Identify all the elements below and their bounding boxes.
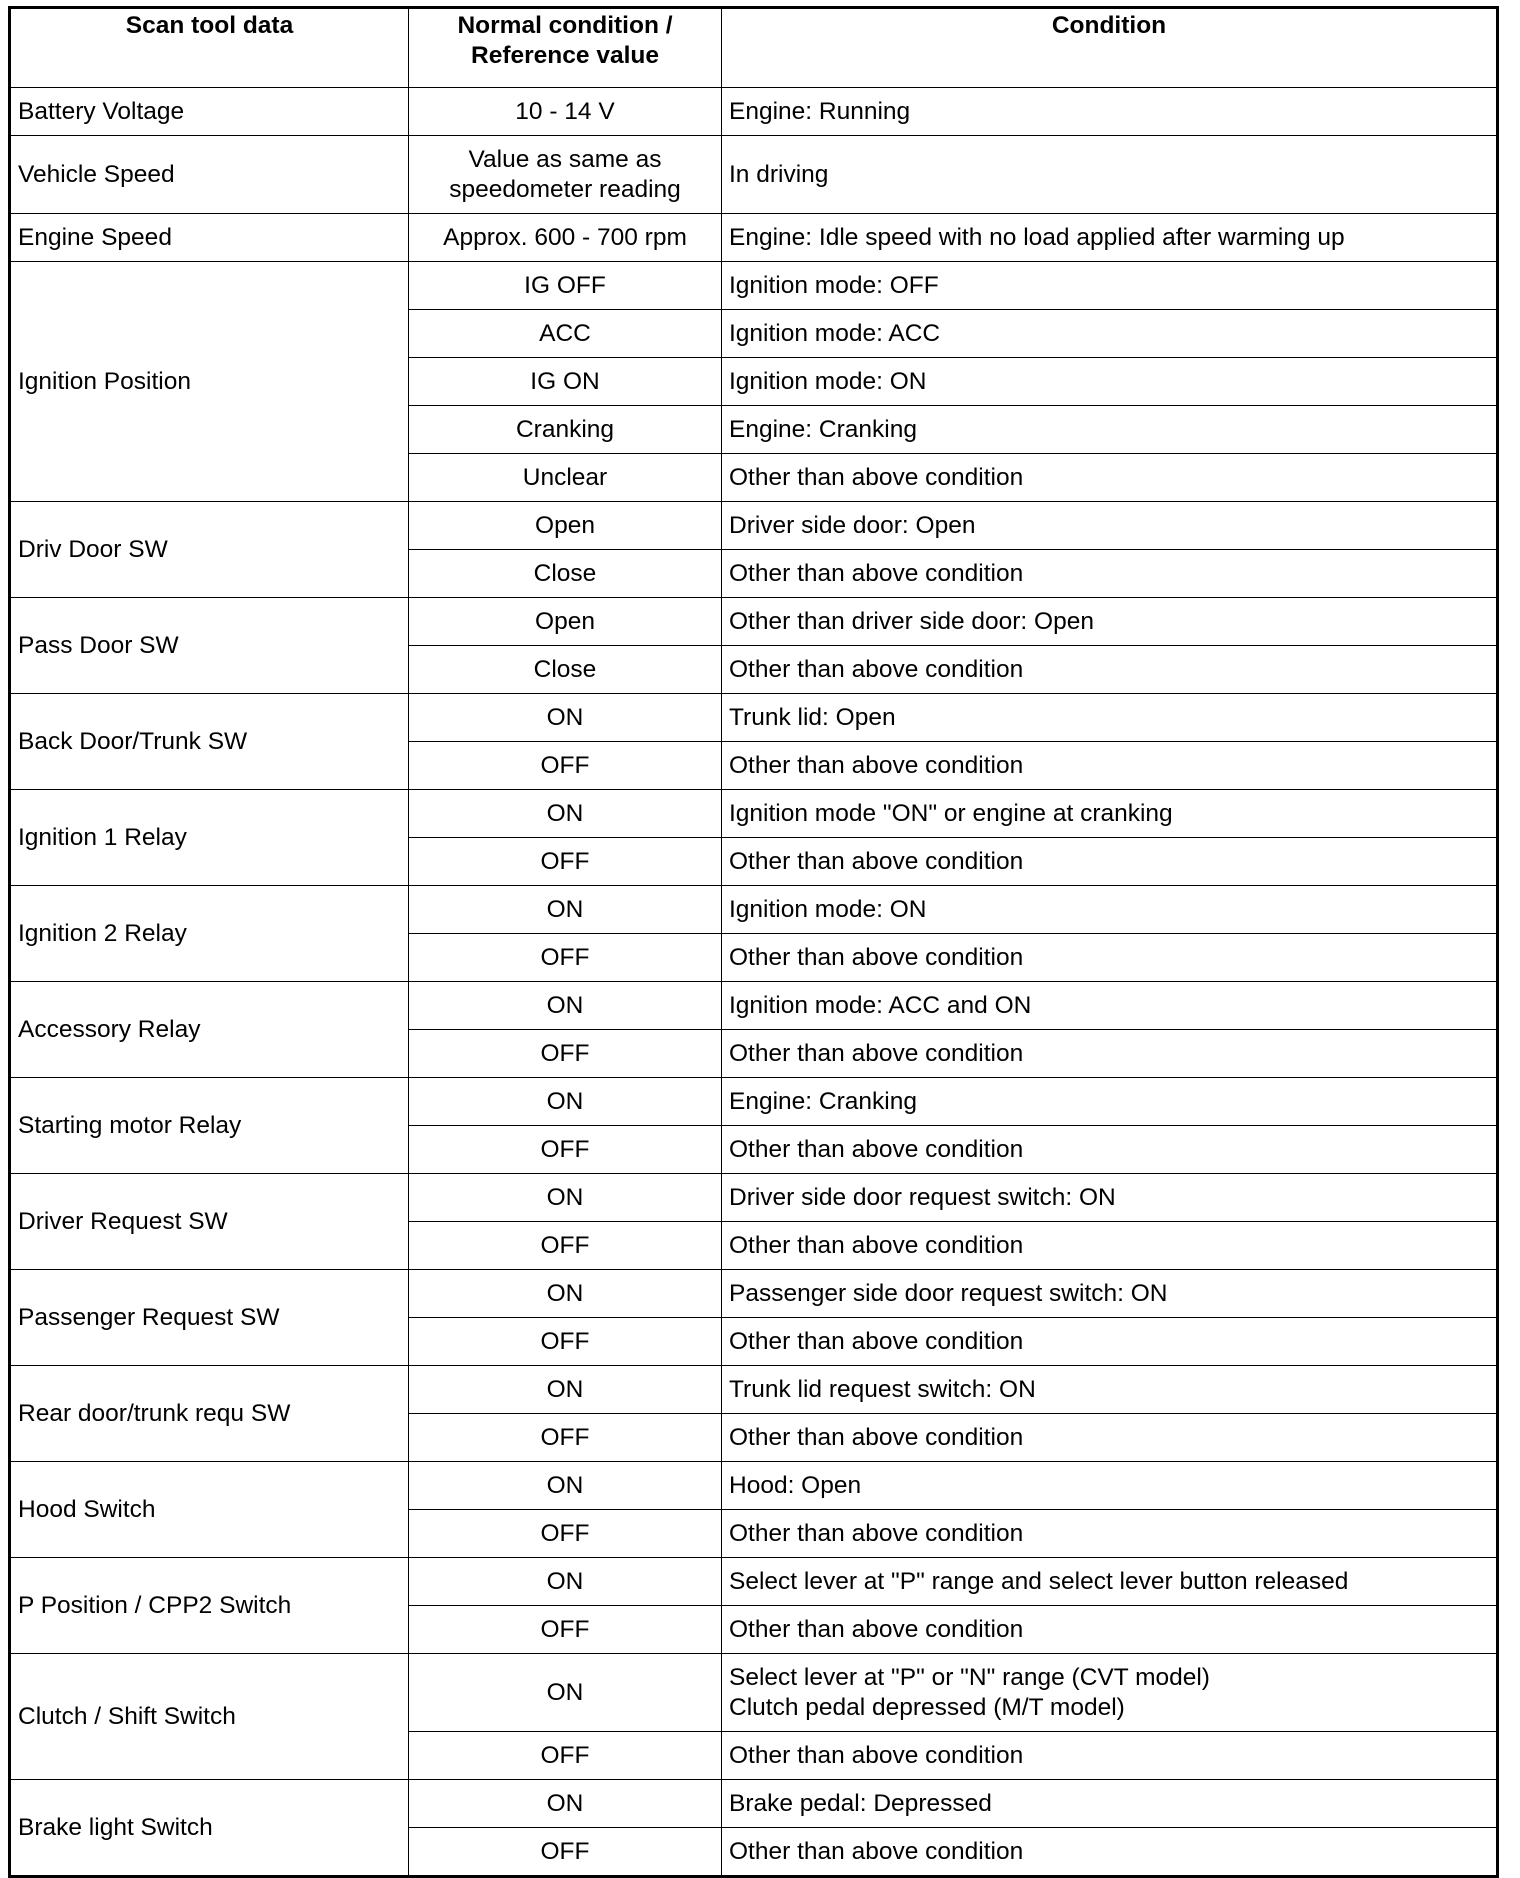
reference-value: ON <box>409 1270 722 1318</box>
header-scan-tool-data: Scan tool data <box>10 8 409 88</box>
header-row <box>10 8 1498 88</box>
condition-text: Select lever at "P" range and select lever button released <box>722 1558 1498 1606</box>
scan-item-name: Ignition 1 Relay <box>10 790 409 886</box>
reference-value: Approx. 600 - 700 rpm <box>409 214 722 262</box>
condition-text: Other than above condition <box>722 646 1498 694</box>
reference-value: ON <box>409 1558 722 1606</box>
condition-text: Other than above condition <box>722 1606 1498 1654</box>
scan-item-name: Ignition 2 Relay <box>10 886 409 982</box>
condition-text: Trunk lid request switch: ON <box>722 1366 1498 1414</box>
reference-value: ON <box>409 1366 722 1414</box>
reference-value: OFF <box>409 1510 722 1558</box>
header-condition: Condition <box>722 8 1498 88</box>
reference-value: OFF <box>409 1030 722 1078</box>
scan-item-name: Engine Speed <box>10 214 409 262</box>
scan-item-name: Driver Request SW <box>10 1174 409 1270</box>
table-row <box>10 262 1498 310</box>
reference-value: OFF <box>409 1414 722 1462</box>
condition-text: In driving <box>722 136 1498 214</box>
reference-value: ON <box>409 1078 722 1126</box>
scan-item-name: Battery Voltage <box>10 88 409 136</box>
condition-text: Select lever at "P" or "N" range (CVT model) Clutch pedal depressed (M/T model) <box>722 1654 1498 1732</box>
condition-text: Ignition mode: ON <box>722 358 1498 406</box>
condition-text: Other than above condition <box>722 838 1498 886</box>
table-row <box>10 1462 1498 1510</box>
reference-value: ON <box>409 1462 722 1510</box>
table-row <box>10 1558 1498 1606</box>
condition-text: Other than above condition <box>722 1510 1498 1558</box>
scan-item-name: P Position / CPP2 Switch <box>10 1558 409 1654</box>
condition-text: Other than above condition <box>722 1318 1498 1366</box>
reference-value: OFF <box>409 742 722 790</box>
table-header <box>10 8 1498 88</box>
reference-value: Close <box>409 646 722 694</box>
scan-tool-data-table <box>8 6 1499 1878</box>
scan-item-name: Rear door/trunk requ SW <box>10 1366 409 1462</box>
table-row <box>10 502 1498 550</box>
reference-value: OFF <box>409 934 722 982</box>
table-row <box>10 1078 1498 1126</box>
table-row <box>10 694 1498 742</box>
reference-value: ON <box>409 982 722 1030</box>
reference-value: OFF <box>409 838 722 886</box>
table-row <box>10 1270 1498 1318</box>
table-row <box>10 1654 1498 1732</box>
condition-text: Driver side door: Open <box>722 502 1498 550</box>
table-body <box>10 88 1498 1877</box>
scan-item-name: Passenger Request SW <box>10 1270 409 1366</box>
reference-value: ON <box>409 1654 722 1732</box>
reference-value: ACC <box>409 310 722 358</box>
scan-item-name: Driv Door SW <box>10 502 409 598</box>
reference-value: Value as same as speedometer reading <box>409 136 722 214</box>
header-normal-condition: Normal condition / Reference value <box>409 8 722 88</box>
reference-value: OFF <box>409 1828 722 1877</box>
table-row <box>10 214 1498 262</box>
condition-text: Other than above condition <box>722 1414 1498 1462</box>
table-row <box>10 790 1498 838</box>
condition-text: Engine: Running <box>722 88 1498 136</box>
reference-value: ON <box>409 1174 722 1222</box>
table-row <box>10 982 1498 1030</box>
reference-value: IG OFF <box>409 262 722 310</box>
reference-value: IG ON <box>409 358 722 406</box>
condition-text: Hood: Open <box>722 1462 1498 1510</box>
reference-value: OFF <box>409 1318 722 1366</box>
table-row <box>10 598 1498 646</box>
condition-text: Engine: Idle speed with no load applied after warming up <box>722 214 1498 262</box>
condition-text: Other than driver side door: Open <box>722 598 1498 646</box>
reference-value: ON <box>409 886 722 934</box>
condition-text: Other than above condition <box>722 454 1498 502</box>
table-row <box>10 1174 1498 1222</box>
scan-item-name: Vehicle Speed <box>10 136 409 214</box>
condition-text: Other than above condition <box>722 1222 1498 1270</box>
condition-text: Driver side door request switch: ON <box>722 1174 1498 1222</box>
table-row <box>10 1366 1498 1414</box>
scan-item-name: Hood Switch <box>10 1462 409 1558</box>
scan-item-name: Accessory Relay <box>10 982 409 1078</box>
scan-item-name: Ignition Position <box>10 262 409 502</box>
reference-value: Open <box>409 502 722 550</box>
scan-item-name: Back Door/Trunk SW <box>10 694 409 790</box>
condition-text: Other than above condition <box>722 1828 1498 1877</box>
reference-value: 10 - 14 V <box>409 88 722 136</box>
scan-item-name: Starting motor Relay <box>10 1078 409 1174</box>
reference-value: OFF <box>409 1606 722 1654</box>
reference-value: Close <box>409 550 722 598</box>
condition-text: Ignition mode "ON" or engine at cranking <box>722 790 1498 838</box>
condition-text: Ignition mode: ON <box>722 886 1498 934</box>
condition-text: Other than above condition <box>722 1030 1498 1078</box>
condition-text: Other than above condition <box>722 1732 1498 1780</box>
reference-value: ON <box>409 1780 722 1828</box>
condition-text: Engine: Cranking <box>722 1078 1498 1126</box>
condition-text: Passenger side door request switch: ON <box>722 1270 1498 1318</box>
condition-text: Other than above condition <box>722 742 1498 790</box>
scan-item-name: Pass Door SW <box>10 598 409 694</box>
table-row <box>10 1780 1498 1828</box>
condition-text: Brake pedal: Depressed <box>722 1780 1498 1828</box>
condition-text: Trunk lid: Open <box>722 694 1498 742</box>
table-row <box>10 88 1498 136</box>
scan-item-name: Clutch / Shift Switch <box>10 1654 409 1780</box>
condition-text: Ignition mode: ACC <box>722 310 1498 358</box>
reference-value: ON <box>409 790 722 838</box>
reference-value: OFF <box>409 1126 722 1174</box>
scan-item-name: Brake light Switch <box>10 1780 409 1877</box>
condition-text: Other than above condition <box>722 1126 1498 1174</box>
table-row <box>10 886 1498 934</box>
reference-value: ON <box>409 694 722 742</box>
condition-text: Other than above condition <box>722 934 1498 982</box>
reference-value: Cranking <box>409 406 722 454</box>
reference-value: Open <box>409 598 722 646</box>
condition-text: Ignition mode: OFF <box>722 262 1498 310</box>
reference-value: OFF <box>409 1222 722 1270</box>
reference-value: Unclear <box>409 454 722 502</box>
condition-text: Ignition mode: ACC and ON <box>722 982 1498 1030</box>
reference-value: OFF <box>409 1732 722 1780</box>
table-row <box>10 136 1498 214</box>
condition-text: Other than above condition <box>722 550 1498 598</box>
condition-text: Engine: Cranking <box>722 406 1498 454</box>
